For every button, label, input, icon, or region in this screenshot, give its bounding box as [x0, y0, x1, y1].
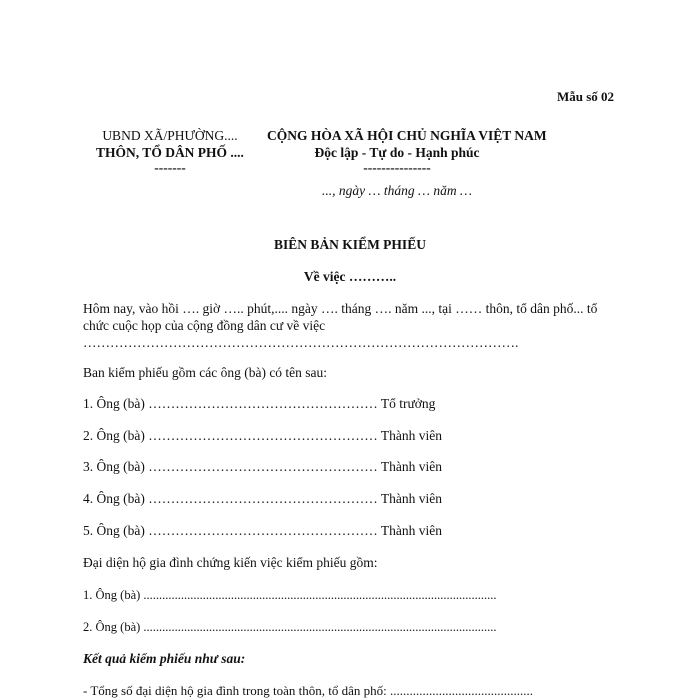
- committee-member: 3. Ông (bà) …………………………………………… Thành viên: [83, 459, 442, 474]
- form-number: Mẫu số 02: [557, 89, 615, 104]
- header-left-separator: -------: [154, 160, 186, 175]
- committee-member: 1. Ông (bà) …………………………………………… Tổ trưởng: [83, 396, 436, 411]
- document-title: BIÊN BẢN KIỂM PHIẾU: [274, 237, 426, 252]
- header-left-line2: THÔN, TỔ DÂN PHỐ ....: [96, 145, 244, 160]
- intro-line-1: Hôm nay, vào hồi …. giờ ….. phút,.... ngày …. tháng …. năm ..., tại …… thôn, tổ dân phố... tổ: [83, 301, 598, 316]
- results-heading: Kết quả kiểm phiếu như sau:: [83, 651, 246, 666]
- committee-member: 4. Ông (bà) …………………………………………… Thành viên: [83, 491, 442, 506]
- national-motto: Độc lập - Tự do - Hạnh phúc: [314, 145, 480, 160]
- intro-line-3: …………………………………………………………………………………….: [83, 335, 519, 350]
- witnesses-heading: Đại diện hộ gia đình chứng kiến việc kiểm phiếu gồm:: [83, 555, 378, 570]
- committee-member: 2. Ông (bà) …………………………………………… Thành viên: [83, 428, 442, 443]
- intro-line-2: chức cuộc họp của cộng đồng dân cư về việc: [83, 318, 326, 333]
- witness-member: 2. Ông (bà) .................................................................................................................: [83, 620, 497, 634]
- date-line: ..., ngày … tháng … năm …: [321, 183, 472, 198]
- committee-heading: Ban kiểm phiếu gồm các ông (bà) có tên sau:: [83, 365, 328, 380]
- document-subject: Về việc ………..: [303, 269, 397, 284]
- witness-member: 1. Ông (bà) .................................................................................................................: [83, 588, 497, 602]
- national-title: CỘNG HÒA XÃ HỘI CHỦ NGHĨA VIỆT NAM: [267, 128, 547, 143]
- committee-member: 5. Ông (bà) …………………………………………… Thành viên: [83, 523, 442, 538]
- results-item: - Tổng số đại diện hộ gia đình trong toàn thôn, tổ dân phố: ............................................: [83, 683, 534, 698]
- header-left-line1: UBND XÃ/PHƯỜNG....: [102, 128, 238, 143]
- header-right-separator: ---------------: [363, 160, 431, 175]
